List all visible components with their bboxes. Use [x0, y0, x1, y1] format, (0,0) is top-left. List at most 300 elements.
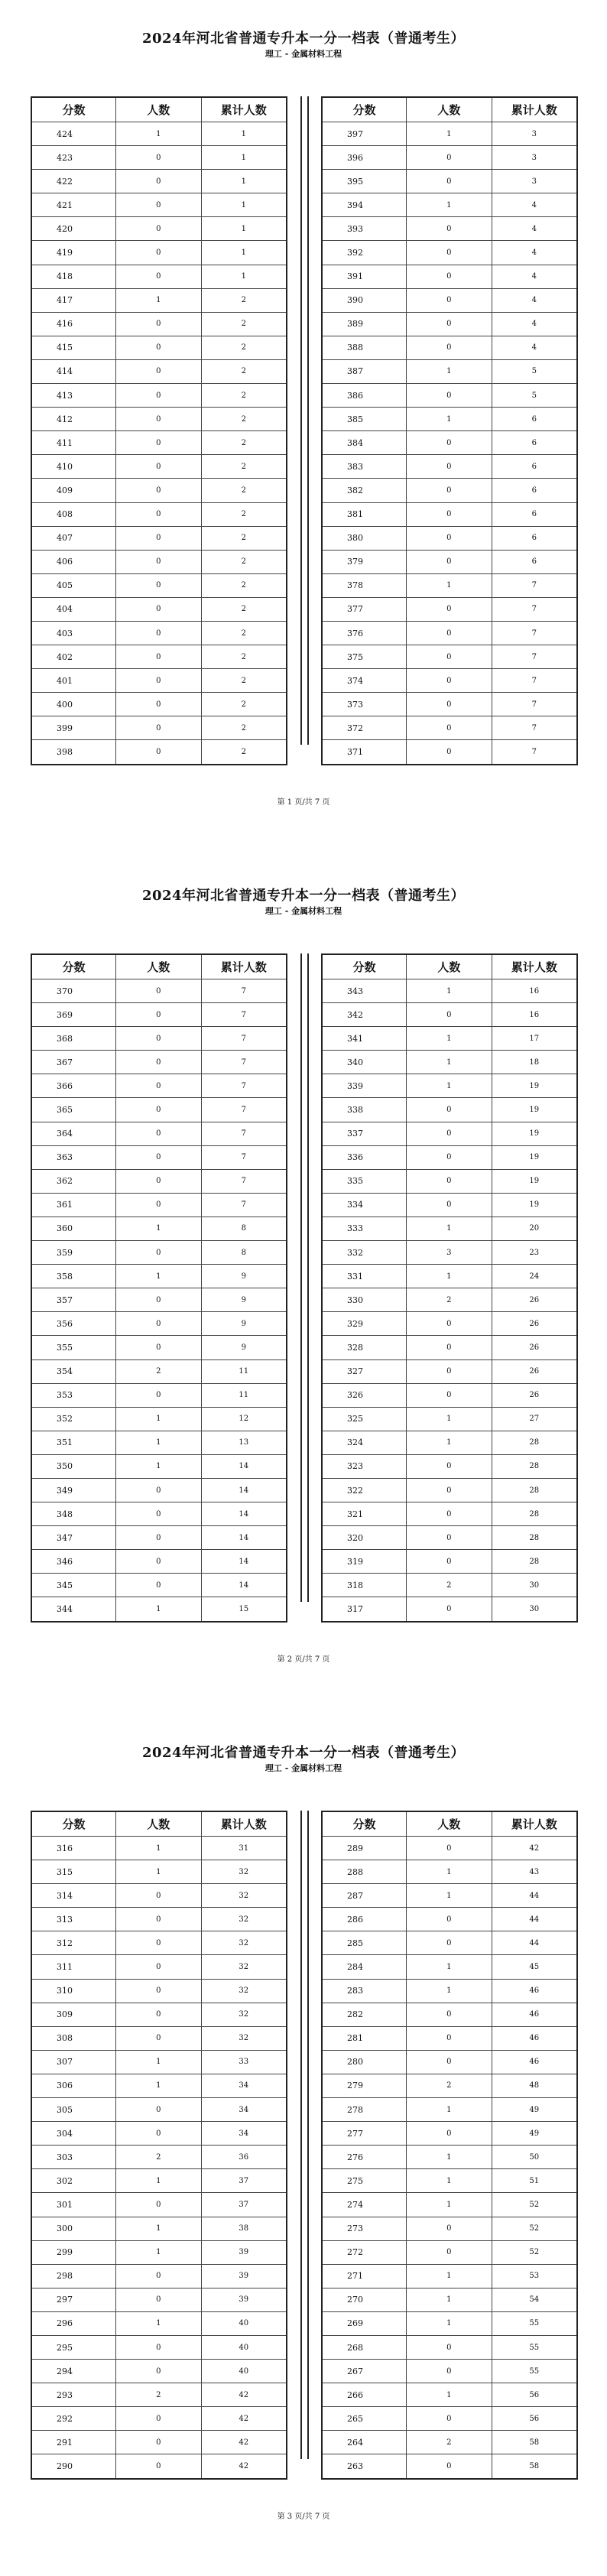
cumulative-cell: 1	[201, 241, 287, 265]
table-row	[31, 2407, 287, 2431]
right-score-table	[321, 953, 578, 1623]
count-cell: 0	[407, 693, 492, 716]
score-cell: 365	[31, 1098, 116, 1122]
table-row	[31, 431, 287, 455]
cumulative-cell: 1	[201, 122, 287, 146]
score-cell: 276	[322, 2146, 407, 2169]
cumulative-cell: 17	[492, 1027, 577, 1051]
table-row	[31, 312, 287, 336]
table-row	[31, 170, 287, 193]
cumulative-cell: 7	[492, 597, 577, 621]
table-header-row	[31, 1811, 287, 1837]
count-cell: 0	[116, 2335, 201, 2359]
table-row	[31, 645, 287, 669]
cumulative-cell: 39	[201, 2264, 287, 2288]
left-score-table	[31, 953, 287, 1623]
score-cell: 391	[322, 265, 407, 288]
score-cell: 270	[322, 2288, 407, 2311]
cumulative-cell: 44	[492, 1931, 577, 1955]
count-cell: 0	[116, 241, 201, 265]
count-cell: 0	[116, 2003, 201, 2026]
table-row	[31, 1003, 287, 1027]
cumulative-cell: 44	[492, 1908, 577, 1931]
score-cell: 397	[322, 122, 407, 146]
table-row	[322, 1837, 577, 1860]
table-row	[31, 479, 287, 502]
cumulative-cell: 26	[492, 1383, 577, 1407]
cumulative-cell: 16	[492, 1003, 577, 1027]
count-cell: 0	[407, 312, 492, 336]
cumulative-cell: 14	[201, 1574, 287, 1597]
cumulative-cell: 7	[492, 740, 577, 765]
cumulative-cell: 2	[201, 384, 287, 408]
column-header: 分数	[322, 1811, 407, 1837]
cumulative-cell: 28	[492, 1502, 577, 1526]
cumulative-cell: 55	[492, 2360, 577, 2383]
left-score-table	[31, 96, 287, 765]
count-cell: 0	[116, 645, 201, 669]
count-cell: 0	[116, 1478, 201, 1502]
count-cell: 0	[116, 573, 201, 597]
table-row	[31, 597, 287, 621]
score-cell: 342	[322, 1003, 407, 1027]
count-cell: 0	[116, 979, 201, 1003]
score-cell: 335	[322, 1169, 407, 1193]
score-cell: 363	[31, 1145, 116, 1169]
count-cell: 0	[407, 621, 492, 645]
table-row	[322, 716, 577, 740]
count-cell: 0	[407, 1526, 492, 1550]
cumulative-cell: 42	[492, 1837, 577, 1860]
count-cell: 0	[116, 1193, 201, 1217]
table-row	[31, 1217, 287, 1240]
count-cell: 0	[116, 312, 201, 336]
count-cell: 0	[116, 146, 201, 170]
cumulative-cell: 32	[201, 1931, 287, 1955]
table-row	[322, 1550, 577, 1574]
cumulative-cell: 43	[492, 1860, 577, 1884]
table-row	[31, 1550, 287, 1574]
score-cell: 418	[31, 265, 116, 288]
cumulative-cell: 4	[492, 193, 577, 217]
cumulative-cell: 19	[492, 1193, 577, 1217]
cumulative-cell: 2	[201, 550, 287, 573]
count-cell: 0	[116, 1526, 201, 1550]
cumulative-cell: 9	[201, 1288, 287, 1312]
count-cell: 0	[407, 1837, 492, 1860]
cumulative-cell: 7	[492, 621, 577, 645]
cumulative-cell: 26	[492, 1288, 577, 1312]
score-cell: 419	[31, 241, 116, 265]
count-cell: 0	[116, 2193, 201, 2217]
score-cell: 281	[322, 2026, 407, 2050]
page-title: 2024年河北省普通专升本一分一档表（普通考生）	[141, 1745, 466, 1761]
cumulative-cell: 2	[201, 431, 287, 455]
count-cell: 1	[407, 2383, 492, 2407]
count-cell: 0	[116, 455, 201, 479]
table-row	[31, 979, 287, 1003]
count-cell: 1	[407, 1027, 492, 1051]
cumulative-cell: 56	[492, 2407, 577, 2431]
table-row	[31, 384, 287, 408]
table-row	[322, 1407, 577, 1431]
page-footer: 第 3 页/共 7 页	[277, 2513, 330, 2521]
score-cell: 412	[31, 408, 116, 431]
cumulative-cell: 7	[492, 669, 577, 693]
score-cell: 372	[322, 716, 407, 740]
table-row	[31, 1860, 287, 1884]
score-cell: 323	[322, 1454, 407, 1478]
score-cell: 393	[322, 217, 407, 241]
score-cell: 327	[322, 1359, 407, 1383]
cumulative-cell: 1	[201, 265, 287, 288]
score-cell: 266	[322, 2383, 407, 2407]
count-cell: 0	[116, 1241, 201, 1265]
score-cell: 296	[31, 2311, 116, 2335]
table-row	[322, 265, 577, 288]
cumulative-cell: 34	[201, 2074, 287, 2097]
score-cell: 317	[322, 1597, 407, 1622]
table-row	[31, 2122, 287, 2146]
score-cell: 263	[322, 2454, 407, 2479]
cumulative-cell: 26	[492, 1336, 577, 1359]
cumulative-cell: 2	[201, 408, 287, 431]
table-row	[322, 2311, 577, 2335]
table-row	[322, 1574, 577, 1597]
table-row	[322, 621, 577, 645]
score-cell: 280	[322, 2050, 407, 2074]
score-cell: 326	[322, 1383, 407, 1407]
table-row	[322, 1955, 577, 1979]
score-cell: 341	[322, 1027, 407, 1051]
count-cell: 1	[116, 1454, 201, 1478]
count-cell: 0	[407, 1597, 492, 1622]
table-row	[322, 1478, 577, 1502]
score-cell: 267	[322, 2360, 407, 2383]
cumulative-cell: 46	[492, 2003, 577, 2026]
count-cell: 0	[407, 1169, 492, 1193]
score-cell: 401	[31, 669, 116, 693]
score-cell: 415	[31, 336, 116, 359]
table-row	[31, 1288, 287, 1312]
count-cell: 2	[116, 1359, 201, 1383]
table-row	[31, 2026, 287, 2050]
score-cell: 299	[31, 2240, 116, 2264]
count-cell: 2	[407, 1288, 492, 1312]
cumulative-cell: 34	[201, 2122, 287, 2146]
score-cell: 279	[322, 2074, 407, 2097]
table-row	[31, 241, 287, 265]
table-row	[322, 336, 577, 359]
score-cell: 330	[322, 1288, 407, 1312]
score-cell: 375	[322, 645, 407, 669]
cumulative-cell: 7	[201, 1169, 287, 1193]
page-footer: 第 2 页/共 7 页	[277, 1655, 330, 1664]
table-row	[322, 740, 577, 765]
score-cell: 424	[31, 122, 116, 146]
score-cell: 349	[31, 1478, 116, 1502]
score-cell: 278	[322, 2098, 407, 2122]
score-cell: 298	[31, 2264, 116, 2288]
table-row	[322, 1169, 577, 1193]
table-row	[31, 526, 287, 550]
score-cell: 366	[31, 1074, 116, 1098]
cumulative-cell: 7	[201, 1098, 287, 1122]
score-cell: 413	[31, 384, 116, 408]
cumulative-cell: 2	[201, 693, 287, 716]
table-row	[322, 502, 577, 526]
score-cell: 289	[322, 1837, 407, 1860]
count-cell: 0	[116, 336, 201, 359]
table-row	[31, 1383, 287, 1407]
count-cell: 0	[407, 550, 492, 573]
cumulative-cell: 6	[492, 550, 577, 573]
count-cell: 1	[116, 2050, 201, 2074]
score-cell: 331	[322, 1265, 407, 1288]
score-cell: 302	[31, 2169, 116, 2193]
cumulative-cell: 4	[492, 288, 577, 312]
cumulative-cell: 8	[201, 1241, 287, 1265]
count-cell: 0	[407, 1502, 492, 1526]
table-row	[31, 2454, 287, 2479]
cumulative-cell: 4	[492, 336, 577, 359]
table-row	[322, 1241, 577, 1265]
score-cell: 420	[31, 217, 116, 241]
score-cell: 369	[31, 1003, 116, 1027]
count-cell: 0	[407, 1908, 492, 1931]
cumulative-cell: 1	[201, 146, 287, 170]
cumulative-cell: 46	[492, 1979, 577, 2003]
score-cell: 373	[322, 693, 407, 716]
table-row	[31, 2431, 287, 2454]
table-row	[31, 2074, 287, 2097]
count-cell: 1	[407, 2193, 492, 2217]
table-row	[31, 2146, 287, 2169]
score-cell: 398	[31, 740, 116, 765]
score-cell: 297	[31, 2288, 116, 2311]
count-cell: 0	[407, 288, 492, 312]
cumulative-cell: 46	[492, 2050, 577, 2074]
score-cell: 399	[31, 716, 116, 740]
cumulative-cell: 2	[201, 479, 287, 502]
table-row	[322, 2240, 577, 2264]
score-cell: 422	[31, 170, 116, 193]
cumulative-cell: 31	[201, 1837, 287, 1860]
count-cell: 2	[407, 2431, 492, 2454]
cumulative-cell: 37	[201, 2169, 287, 2193]
score-cell: 292	[31, 2407, 116, 2431]
count-cell: 0	[116, 2264, 201, 2288]
cumulative-cell: 6	[492, 455, 577, 479]
score-cell: 395	[322, 170, 407, 193]
table-row	[322, 1597, 577, 1622]
table-row	[31, 1837, 287, 1860]
cumulative-cell: 24	[492, 1265, 577, 1288]
cumulative-cell: 36	[201, 2146, 287, 2169]
score-cell: 378	[322, 573, 407, 597]
right-score-table	[321, 1811, 578, 2480]
score-cell: 282	[322, 2003, 407, 2026]
score-cell: 410	[31, 455, 116, 479]
score-cell: 368	[31, 1027, 116, 1051]
table-row	[322, 2050, 577, 2074]
cumulative-cell: 4	[492, 217, 577, 241]
cumulative-cell: 37	[201, 2193, 287, 2217]
count-cell: 0	[116, 669, 201, 693]
score-cell: 344	[31, 1597, 116, 1622]
count-cell: 0	[116, 408, 201, 431]
score-cell: 332	[322, 1241, 407, 1265]
count-cell: 1	[407, 122, 492, 146]
table-row	[322, 1884, 577, 1908]
count-cell: 0	[116, 1979, 201, 2003]
table-row	[322, 2217, 577, 2240]
score-cell: 324	[322, 1431, 407, 1454]
score-cell: 387	[322, 359, 407, 383]
count-cell: 0	[116, 2431, 201, 2454]
count-cell: 1	[407, 1955, 492, 1979]
count-cell: 0	[407, 2407, 492, 2431]
table-row	[322, 1051, 577, 1074]
table-row	[31, 1241, 287, 1265]
score-cell: 409	[31, 479, 116, 502]
table-row	[322, 1288, 577, 1312]
score-cell: 402	[31, 645, 116, 669]
count-cell: 0	[116, 1098, 201, 1122]
cumulative-cell: 9	[201, 1312, 287, 1336]
count-cell: 0	[116, 2407, 201, 2431]
score-cell: 381	[322, 502, 407, 526]
count-cell: 0	[116, 217, 201, 241]
score-cell: 360	[31, 1217, 116, 1240]
table-row	[322, 1359, 577, 1383]
table-row	[31, 2311, 287, 2335]
count-cell: 0	[407, 1359, 492, 1383]
page-title: 2024年河北省普通专升本一分一档表（普通考生）	[141, 888, 466, 904]
score-cell: 294	[31, 2360, 116, 2383]
table-row	[322, 170, 577, 193]
count-cell: 0	[407, 431, 492, 455]
score-cell: 367	[31, 1051, 116, 1074]
count-cell: 0	[116, 1574, 201, 1597]
cumulative-cell: 42	[201, 2454, 287, 2479]
column-header: 人数	[407, 97, 492, 122]
count-cell: 0	[407, 1003, 492, 1027]
cumulative-cell: 16	[492, 979, 577, 1003]
table-row	[322, 526, 577, 550]
score-cell: 371	[322, 740, 407, 765]
score-cell: 301	[31, 2193, 116, 2217]
table-row	[31, 265, 287, 288]
table-row	[322, 1931, 577, 1955]
count-cell: 0	[116, 1003, 201, 1027]
table-row	[31, 1098, 287, 1122]
cumulative-cell: 38	[201, 2217, 287, 2240]
table-row	[322, 2098, 577, 2122]
score-cell: 318	[322, 1574, 407, 1597]
table-row	[31, 693, 287, 716]
table-row	[322, 146, 577, 170]
score-cell: 352	[31, 1407, 116, 1431]
table-row	[322, 2288, 577, 2311]
table-row	[31, 1931, 287, 1955]
score-cell: 380	[322, 526, 407, 550]
count-cell: 0	[116, 597, 201, 621]
column-header: 累计人数	[201, 97, 287, 122]
count-cell: 0	[407, 217, 492, 241]
column-header: 分数	[31, 97, 116, 122]
count-cell: 0	[407, 2240, 492, 2264]
cumulative-cell: 39	[201, 2240, 287, 2264]
score-cell: 394	[322, 193, 407, 217]
score-cell: 314	[31, 1884, 116, 1908]
cumulative-cell: 7	[492, 693, 577, 716]
count-cell: 0	[407, 265, 492, 288]
cumulative-cell: 55	[492, 2311, 577, 2335]
table-row	[31, 2193, 287, 2217]
cumulative-cell: 7	[201, 979, 287, 1003]
table-row	[31, 336, 287, 359]
count-cell: 0	[116, 1027, 201, 1051]
count-cell: 0	[116, 526, 201, 550]
cumulative-cell: 2	[201, 359, 287, 383]
cumulative-cell: 26	[492, 1312, 577, 1336]
count-cell: 0	[116, 359, 201, 383]
table-row	[31, 193, 287, 217]
score-cell: 351	[31, 1431, 116, 1454]
column-header: 累计人数	[201, 954, 287, 979]
count-cell: 0	[407, 1098, 492, 1122]
cumulative-cell: 15	[201, 1597, 287, 1622]
score-cell: 339	[322, 1074, 407, 1098]
table-row	[322, 1979, 577, 2003]
cumulative-cell: 2	[201, 526, 287, 550]
score-cell: 311	[31, 1955, 116, 1979]
cumulative-cell: 46	[492, 2026, 577, 2050]
table-row	[322, 2335, 577, 2359]
score-cell: 285	[322, 1931, 407, 1955]
score-cell: 362	[31, 1169, 116, 1193]
table-row	[31, 716, 287, 740]
cumulative-cell: 3	[492, 122, 577, 146]
cumulative-cell: 3	[492, 170, 577, 193]
cumulative-cell: 3	[492, 146, 577, 170]
count-cell: 0	[116, 1383, 201, 1407]
score-cell: 320	[322, 1526, 407, 1550]
count-cell: 0	[116, 1931, 201, 1955]
cumulative-cell: 28	[492, 1454, 577, 1478]
table-row	[31, 1265, 287, 1288]
table-row	[31, 1526, 287, 1550]
count-cell: 0	[407, 2026, 492, 2050]
score-cell: 309	[31, 2003, 116, 2026]
count-cell: 0	[407, 1193, 492, 1217]
score-cell: 274	[322, 2193, 407, 2217]
column-header: 累计人数	[201, 1811, 287, 1837]
count-cell: 0	[407, 2360, 492, 2383]
score-cell: 411	[31, 431, 116, 455]
count-cell: 0	[407, 740, 492, 765]
cumulative-cell: 32	[201, 1908, 287, 1931]
cumulative-cell: 7	[201, 1122, 287, 1145]
cumulative-cell: 7	[201, 1003, 287, 1027]
table-row	[31, 1122, 287, 1145]
cumulative-cell: 23	[492, 1241, 577, 1265]
table-row	[31, 1574, 287, 1597]
count-cell: 0	[407, 455, 492, 479]
table-row	[322, 122, 577, 146]
score-cell: 337	[322, 1122, 407, 1145]
